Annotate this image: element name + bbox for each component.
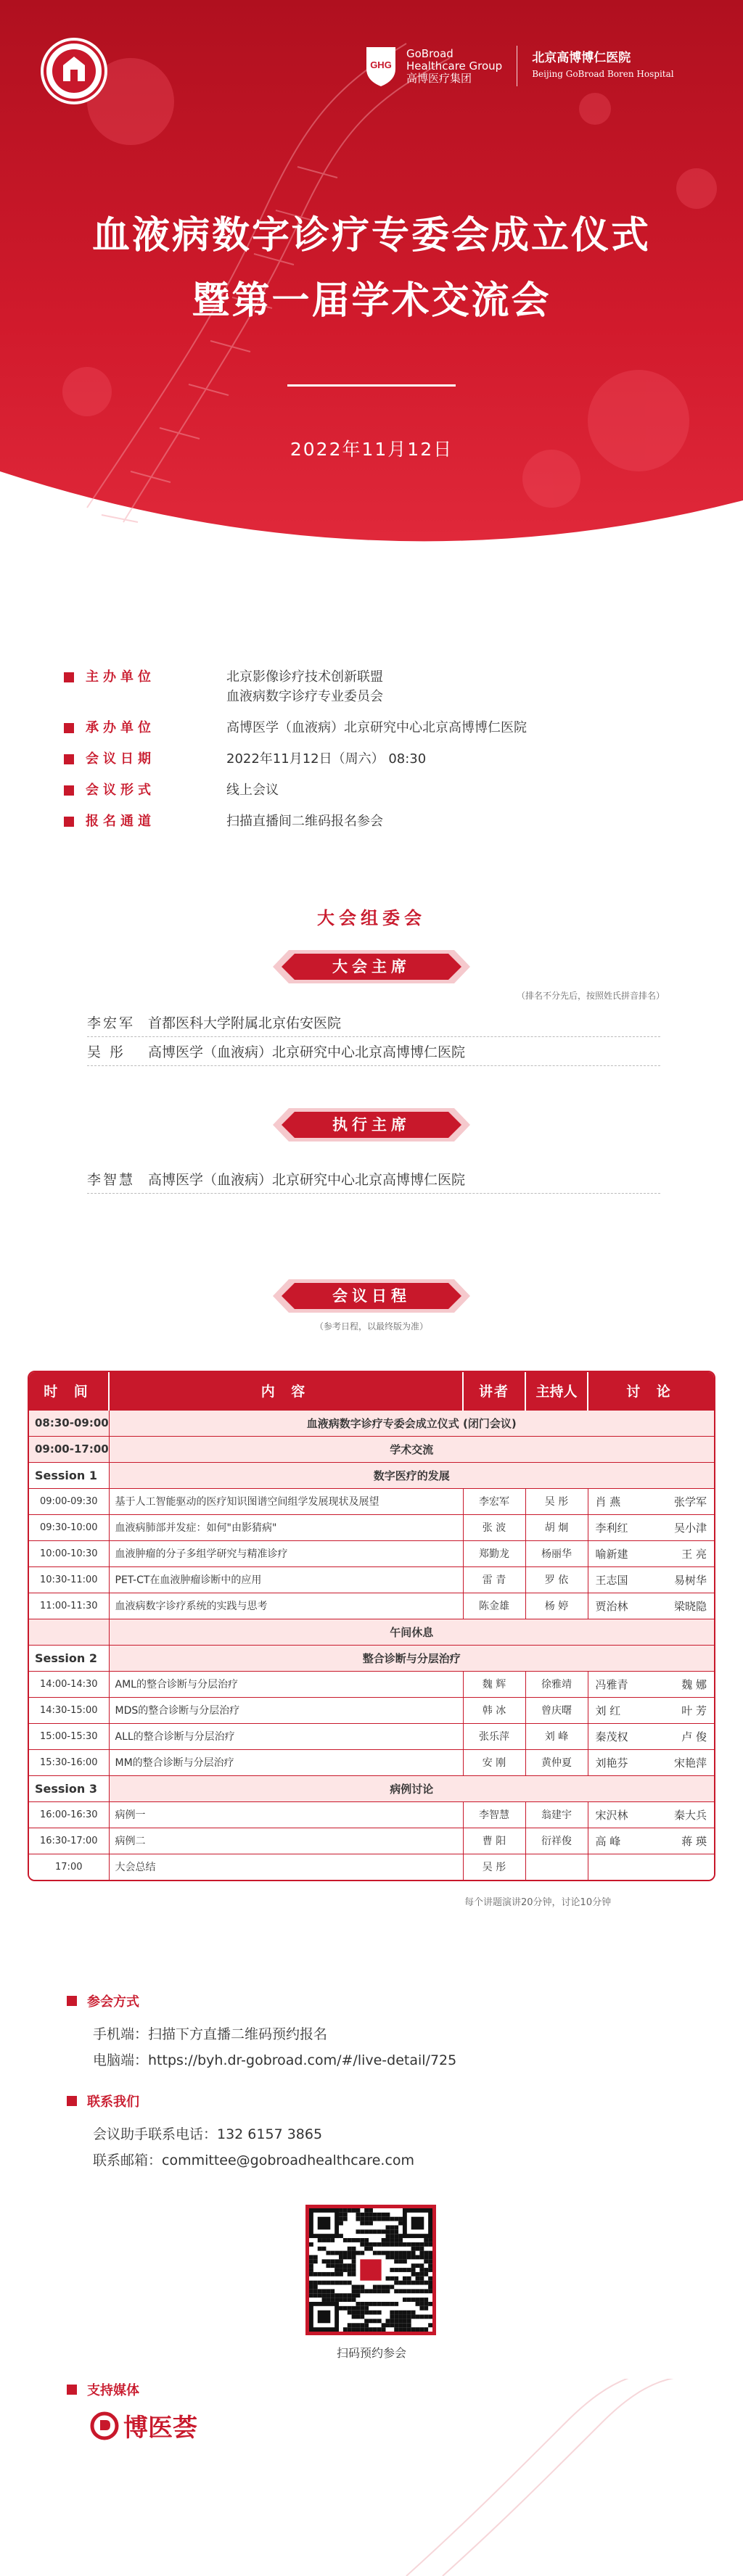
header-speaker: 讲者 [463, 1372, 525, 1410]
discussant: 蒋 瑛 [681, 1834, 707, 1848]
talk-topic: 病例一 [109, 1801, 463, 1828]
join-pc-link[interactable]: 电脑端：https://byh.dr-gobroad.com/#/live-detail/725 [93, 2052, 457, 2068]
agenda-row-talk [29, 1671, 714, 1697]
row-time: 09:00-09:30 [29, 1488, 109, 1514]
contact-email[interactable]: 联系邮箱：committee@gobroadhealthcare.com [93, 2152, 415, 2168]
row-time: 14:30-15:00 [29, 1697, 109, 1723]
agenda-row-talk [29, 1723, 714, 1749]
talk-speaker: 安 刚 [463, 1749, 525, 1775]
talk-topic: MM的整合诊断与分层治疗 [109, 1749, 463, 1775]
talk-host: 衍祥俊 [525, 1828, 588, 1854]
bullet-square [67, 1996, 77, 2006]
committee-title: 大会组委会 [317, 908, 426, 928]
group-name-cn: 高博医疗集团 [406, 71, 472, 85]
media-heading [67, 2380, 139, 2399]
join-heading [67, 1991, 139, 2010]
exec-chair-item [87, 1166, 660, 1194]
page-title-line-2: 暨第一届学术交流会 [192, 279, 551, 323]
bullet-square [64, 754, 74, 764]
session-label: Session 2 [29, 1645, 109, 1671]
discussant: 卢 俊 [681, 1730, 707, 1743]
chair-ribbon-label: 大会主席 [332, 958, 411, 975]
group-name-en-2: Healthcare Group [406, 59, 503, 73]
agenda-header-row [29, 1372, 714, 1410]
talk-host: 刘 峰 [525, 1723, 588, 1749]
talk-speaker: 张乐萍 [463, 1723, 525, 1749]
row-title: 午间休息 [109, 1619, 714, 1645]
header-time: 时 间 [29, 1372, 109, 1410]
hospital-name-en: Beijing GoBroad Boren Hospital [532, 69, 674, 79]
header-content: 内 容 [109, 1372, 463, 1410]
talk-topic: 血液肿瘤的分子多组学研究与精准诊疗 [109, 1540, 463, 1566]
row-time: 09:30-10:00 [29, 1514, 109, 1540]
agenda-row-talk [29, 1540, 714, 1566]
agenda-ribbon-label: 会议日程 [332, 1287, 411, 1305]
agenda-row-talk [29, 1801, 714, 1828]
talk-discussants [588, 1697, 714, 1723]
discussant: 冯雅青 [595, 1677, 628, 1691]
talk-speaker: 李宏军 [463, 1488, 525, 1514]
row-time: 15:00-15:30 [29, 1723, 109, 1749]
discussant: 宋艳萍 [673, 1756, 707, 1770]
talk-host: 杨丽华 [525, 1540, 588, 1566]
discussant: 梁晓隐 [673, 1599, 707, 1613]
agenda-row-talk [29, 1488, 714, 1514]
row-time: 10:00-10:30 [29, 1540, 109, 1566]
talk-speaker: 郑勤龙 [463, 1540, 525, 1566]
discussant: 喻新建 [595, 1547, 628, 1561]
talk-topic: 大会总结 [109, 1854, 463, 1880]
agenda-row-talk [29, 1566, 714, 1593]
discussant: 秦茂权 [595, 1730, 628, 1743]
hero-banner [0, 0, 743, 573]
join-mobile: 手机端：扫描下方直播二维码预约报名 [93, 2026, 328, 2042]
chair-name: 吴 彤 [87, 1044, 126, 1060]
hospital-name-cn: 北京高博博仁医院 [532, 51, 631, 65]
row-time: 10:30-11:00 [29, 1566, 109, 1593]
media-title: 支持媒体 [87, 2383, 139, 2398]
bullet-square [67, 2385, 77, 2395]
page-title-line-1: 血液病数字诊疗专委会成立仪式 [91, 214, 651, 257]
talk-discussants [588, 1749, 714, 1775]
header-host: 主持人 [525, 1372, 588, 1410]
agenda-row-session [29, 1645, 714, 1671]
agenda-row-session [29, 1775, 714, 1801]
talk-discussants [588, 1801, 714, 1828]
discussant: 王志国 [595, 1573, 628, 1587]
qr-code[interactable] [305, 2205, 436, 2335]
agenda-row-talk [29, 1697, 714, 1723]
group-name [406, 48, 502, 85]
info-label: 报名通道 [86, 814, 155, 829]
discussant: 贾治林 [595, 1599, 628, 1613]
agenda-row-session [29, 1462, 714, 1488]
agenda-row-talk [29, 1593, 714, 1619]
talk-speaker: 曹 阳 [463, 1828, 525, 1854]
talk-host: 翁建宇 [525, 1801, 588, 1828]
talk-discussants [588, 1488, 714, 1514]
info-label: 会议形式 [86, 783, 155, 798]
talk-discussants [588, 1566, 714, 1593]
chair-name: 李宏军 [87, 1015, 136, 1031]
exec-chair-name: 李智慧 [87, 1172, 136, 1188]
row-time: 11:00-11:30 [29, 1593, 109, 1619]
agenda-row-talk [29, 1828, 714, 1854]
info-row-host [64, 718, 688, 738]
chair-order-note: （排名不分先后，按照姓氏拼音排名） [517, 991, 665, 1001]
header-discussion: 讨 论 [588, 1372, 714, 1410]
event-info [64, 667, 688, 843]
agenda-table [28, 1371, 715, 1881]
talk-host: 罗 依 [525, 1566, 588, 1593]
discussant: 易树华 [673, 1573, 707, 1587]
info-value: 线上会议 [226, 783, 279, 798]
chair-item [87, 1010, 660, 1037]
talk-speaker: 李智慧 [463, 1801, 525, 1828]
row-time: 08:30-09:00 [29, 1410, 109, 1436]
bullet-square [64, 723, 74, 733]
talk-topic: ALL的整合诊断与分层治疗 [109, 1723, 463, 1749]
talk-host [525, 1854, 588, 1880]
bullet-square [64, 672, 74, 682]
session-title: 病例讨论 [109, 1775, 714, 1801]
talk-speaker: 雷 青 [463, 1566, 525, 1593]
session-label: Session 3 [29, 1775, 109, 1801]
contact-title: 联系我们 [87, 2094, 139, 2110]
info-value: 高博医学（血液病）北京研究中心北京高博博仁医院 [226, 720, 527, 735]
row-time: 17:00 [29, 1854, 109, 1880]
ghg-shield-icon [363, 44, 399, 88]
bullet-square [64, 785, 74, 796]
media-name: 博医荟 [123, 2414, 197, 2443]
talk-speaker: 韩 冰 [463, 1697, 525, 1723]
agenda-row-talk [29, 1514, 714, 1540]
info-label: 承办单位 [86, 720, 155, 735]
talk-discussants [588, 1540, 714, 1566]
title-divider [287, 384, 456, 387]
info-row-organizer [64, 667, 688, 706]
association-seal-icon [38, 35, 110, 107]
talk-topic: 血液病数字诊疗系统的实践与思考 [109, 1593, 463, 1619]
qr-code-icon [309, 2208, 432, 2332]
info-row-format [64, 780, 688, 800]
session-title: 数字医疗的发展 [109, 1462, 714, 1488]
talk-host: 吴 彤 [525, 1488, 588, 1514]
row-time: 14:00-14:30 [29, 1671, 109, 1697]
talk-host: 徐雅靖 [525, 1671, 588, 1697]
talk-topic: AML的整合诊断与分层治疗 [109, 1671, 463, 1697]
discussant: 宋沢林 [595, 1808, 628, 1822]
talk-discussants [588, 1671, 714, 1697]
media-logo [90, 2408, 197, 2443]
session-title: 整合诊断与分层治疗 [109, 1645, 714, 1671]
agenda-row-talk [29, 1749, 714, 1775]
row-time: 09:00-17:00 [29, 1436, 109, 1462]
talk-host: 胡 炯 [525, 1514, 588, 1540]
media-logo-icon [90, 2411, 119, 2440]
discussant: 魏 娜 [681, 1677, 707, 1691]
ghg-badge-text: GHG [370, 59, 392, 70]
bullet-square [64, 817, 74, 827]
talk-topic: PET-CT在血液肿瘤诊断中的应用 [109, 1566, 463, 1593]
talk-speaker: 魏 辉 [463, 1671, 525, 1697]
talk-speaker: 陈金雄 [463, 1593, 525, 1619]
info-row-date [64, 749, 688, 769]
talk-host: 曾庆曙 [525, 1697, 588, 1723]
row-time [29, 1619, 109, 1645]
info-label: 会议日期 [86, 751, 155, 767]
chair-org: 首都医科大学附属北京佑安医院 [148, 1015, 342, 1031]
discussant: 刘艳芬 [595, 1756, 628, 1770]
group-name-en-1: GoBroad [406, 46, 453, 60]
discussant: 高 峰 [595, 1834, 621, 1848]
row-title: 学术交流 [109, 1436, 714, 1462]
exec-ribbon-label: 执行主席 [332, 1116, 411, 1134]
agenda-row-plenary [29, 1410, 714, 1436]
contact-phone: 会议助手联系电话：132 6157 3865 [93, 2126, 323, 2142]
discussant: 叶 芳 [681, 1704, 707, 1717]
info-label: 主办单位 [86, 669, 155, 685]
chair-org: 高博医学（血液病）北京研究中心北京高博博仁医院 [148, 1044, 466, 1060]
discussant: 李利红 [595, 1521, 628, 1535]
info-value: 扫描直播间二维码报名参会 [226, 814, 383, 829]
session-label: Session 1 [29, 1462, 109, 1488]
talk-topic: 病例二 [109, 1828, 463, 1854]
chair-item [87, 1039, 660, 1066]
talk-host: 杨 婷 [525, 1593, 588, 1619]
info-value [226, 667, 383, 706]
agenda-row-plenary [29, 1619, 714, 1645]
exec-chair-org: 高博医学（血液病）北京研究中心北京高博博仁医院 [148, 1172, 466, 1188]
event-date: 2022年11月12日 [290, 439, 453, 460]
discussant: 刘 红 [595, 1704, 621, 1717]
organizer-1: 北京影像诊疗技术创新联盟 [226, 669, 383, 685]
info-value: 2022年11月12日（周六） 08:30 [226, 751, 427, 767]
talk-discussants [588, 1828, 714, 1854]
row-time: 15:30-16:00 [29, 1749, 109, 1775]
talk-topic: MDS的整合诊断与分层治疗 [109, 1697, 463, 1723]
organizer-2: 血液病数字诊疗专业委员会 [226, 689, 383, 704]
talk-topic: 基于人工智能驱动的医疗知识图谱空间组学发展现状及展望 [109, 1488, 463, 1514]
hospital-name [532, 50, 673, 82]
talk-discussants [588, 1593, 714, 1619]
talk-topic: 血液病肺部并发症：如何"由影猜病" [109, 1514, 463, 1540]
talk-host: 黄仲夏 [525, 1749, 588, 1775]
bullet-square [67, 2096, 77, 2106]
qr-caption: 扫码预约参会 [336, 2346, 406, 2360]
talk-discussants [588, 1854, 714, 1880]
brand-lockup [363, 41, 674, 91]
agenda-row-plenary [29, 1436, 714, 1462]
agenda-note: （参考日程，以最终版为准） [314, 1321, 428, 1332]
agenda-row-talk [29, 1854, 714, 1880]
discussant: 吴小津 [673, 1521, 707, 1535]
contact-heading [67, 2092, 139, 2110]
talk-speaker: 张 波 [463, 1514, 525, 1540]
join-title: 参会方式 [87, 1994, 139, 2010]
discussant: 肖 燕 [595, 1495, 621, 1508]
talk-discussants [588, 1723, 714, 1749]
row-time: 16:00-16:30 [29, 1801, 109, 1828]
talk-discussants [588, 1514, 714, 1540]
info-row-registration [64, 812, 688, 831]
row-time: 16:30-17:00 [29, 1828, 109, 1854]
discussant: 王 亮 [681, 1547, 707, 1561]
row-title: 血液病数字诊疗专委会成立仪式 (闭门会议) [109, 1410, 714, 1436]
talk-speaker: 吴 彤 [463, 1854, 525, 1880]
agenda-footnote: 每个讲题演讲20分钟，讨论10分钟 [464, 1897, 612, 1908]
discussant: 秦大兵 [673, 1808, 707, 1822]
discussant: 张学军 [673, 1495, 707, 1508]
